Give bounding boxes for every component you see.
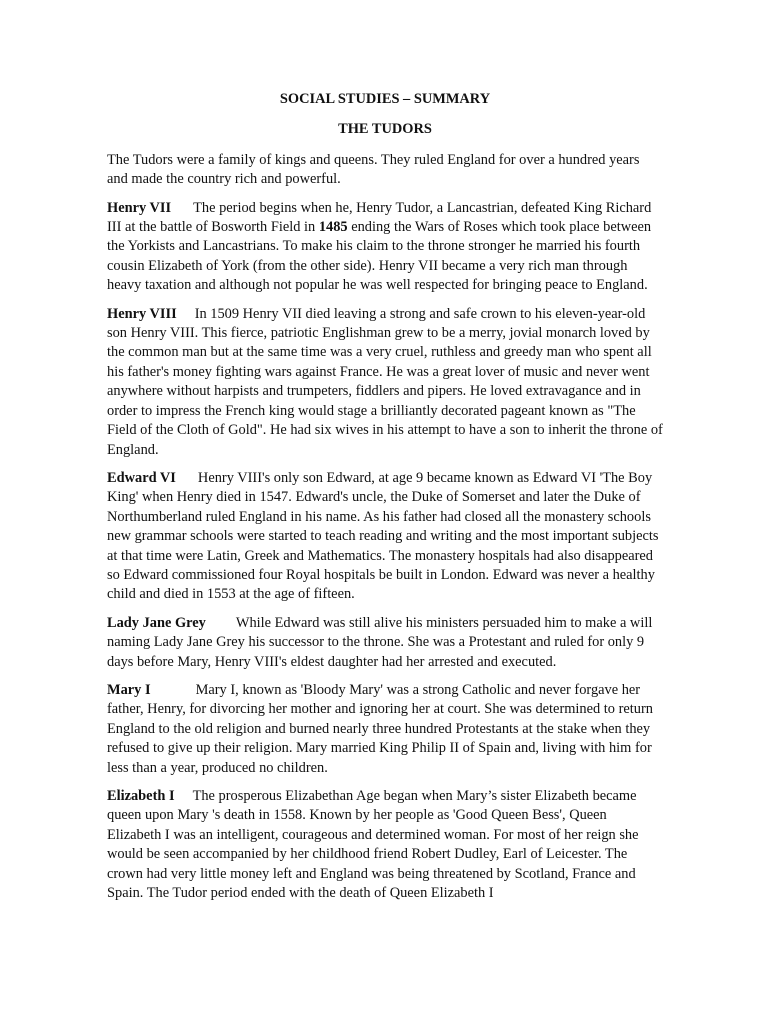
section-label: Mary I bbox=[107, 681, 151, 698]
section-henry-vii bbox=[107, 199, 663, 296]
intro-paragraph: The Tudors were a family of kings and queens. They ruled England for over a hundred years and made the country rich and powerful. bbox=[107, 151, 640, 188]
section-edward-vi bbox=[107, 469, 663, 605]
document-subheading: THE TUDORS bbox=[338, 121, 432, 138]
document-body bbox=[107, 90, 663, 912]
bold-year: 1485 bbox=[318, 219, 348, 236]
section-elizabeth-i bbox=[107, 787, 663, 903]
section-label: Henry VIII bbox=[107, 305, 177, 322]
section-text: Henry VIII's only son Edward, at age 9 became known as Edward VI 'The Boy King' when Henry died in 1547. Edward's uncle, the Duke of Somerset and later the Duke of Northumberland ruled England in his name. As his father had closed all the monastery schools new grammar schools were started to teach reading and writing and the most important subjects at that time were Latin, Greek and Mathematics. The monastery hospitals had also disappeared so Edward commissioned four Royal hospitals be built in London. Edward was never a healthy child and died in 1553 at the age of fifteen. bbox=[107, 469, 659, 603]
section-label: Edward VI bbox=[107, 469, 176, 486]
section-text: Mary I, known as 'Bloody Mary' was a strong Catholic and never forgave her father, Henry, for divorcing her mother and ignoring her at court. She was determined to return England to the old religion and burned nearly three hundred Protestants at the stake when they refused to give up their religion. Mary married King Philip II of Spain and, living with him for less than a year, produced no children. bbox=[107, 681, 653, 776]
section-label: Henry VII bbox=[107, 199, 172, 216]
section-lady-jane-grey bbox=[107, 614, 663, 672]
section-text: The period begins when he, Henry Tudor, a Lancastrian, defeated King Richard III at the battle of Bosworth Field in bbox=[107, 199, 652, 236]
section-label: Lady Jane Grey bbox=[107, 614, 206, 631]
section-text: While Edward was still alive his ministers persuaded him to make a will naming Lady Jane Grey his successor to the throne. She was a Protestant and ruled for only 9 days before Mary, Henry VIII's eldest daughter had her arrested and executed. bbox=[107, 614, 653, 670]
document-heading: SOCIAL STUDIES – SUMMARY bbox=[279, 91, 491, 107]
section-henry-viii bbox=[107, 305, 663, 460]
section-text: The prosperous Elizabethan Age began when Mary’s sister Elizabeth became queen upon Mary 's death in 1558. Known by her people as 'Good Queen Bess', Queen Elizabeth I was an intelligent, courageous and determined woman. For most of her reign she would be seen accompanied by her childhood friend Robert Dudley, Earl of Leicester. The crown had very little money left and England was being threatened by Scotland, France and Spain. The Tudor period ended with the death of Queen Elizabeth I bbox=[107, 788, 639, 902]
section-text: ending the Wars of Roses which took place between the Yorkists and Lancastrians. To make his claim to the throne stronger he married his fourth cousin Elizabeth of York (from the other side). Henry VII became a very rich man through heavy taxation and although not popular he was well respected for bringing peace to England. bbox=[107, 219, 652, 294]
section-mary-i bbox=[107, 681, 663, 778]
section-text: In 1509 Henry VII died leaving a strong and safe crown to his eleven-year-old son Henry VIII. This fierce, patriotic Englishman grew to be a merry, jovial monarch loved by the common man but at the same time was a very cruel, ruthless and greedy man who spent all his father's money fighting wars against France. He was a great lover of music and never went anywhere without harpists and trumpeters, fiddlers and pipers. He loved extravagance and in order to impress the French king would stage a brilliantly decorated pageant known as "The Field of the Cloth of Gold". He had six wives in his attempt to have a son to inherit the throne of England. bbox=[107, 305, 663, 458]
section-label: Elizabeth I bbox=[107, 788, 175, 804]
